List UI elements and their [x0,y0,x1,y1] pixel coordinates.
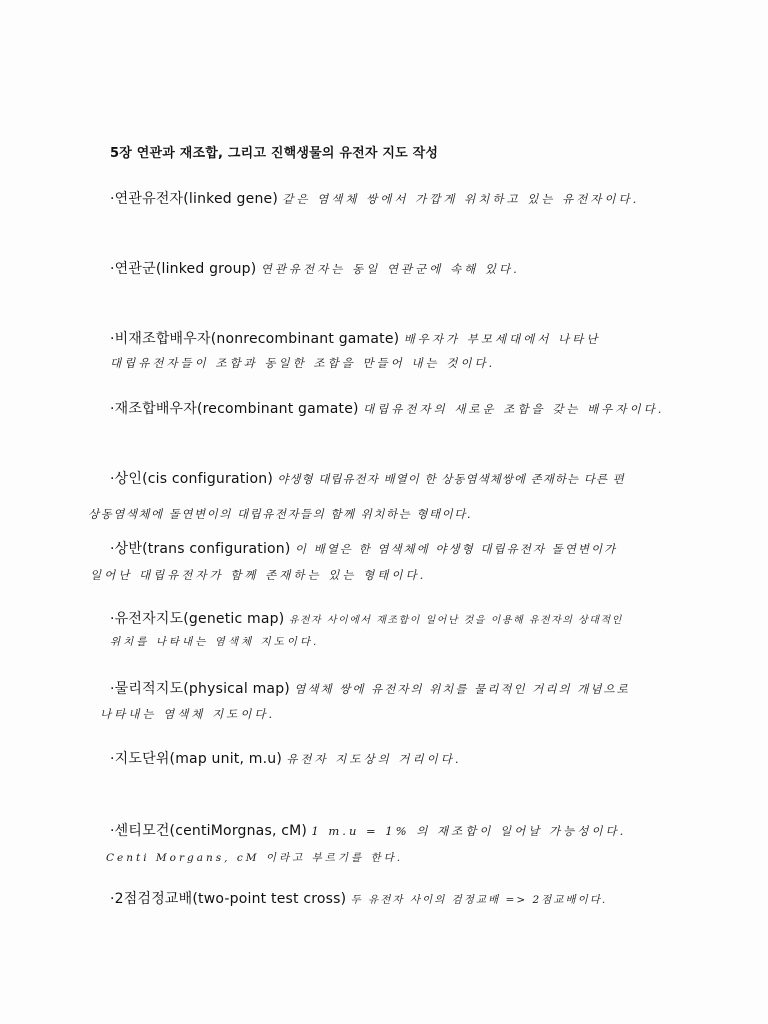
chapter-title: 5장 연관과 재조합, 그리고 진핵생물의 유전자 지도 작성 [110,146,439,161]
term-label: ·2점검정교배(two-point test cross) [110,891,347,907]
handwritten-definition: 야생형 대립유전자 배열이 한 상동염색체쌍에 존재하는 다른 편 [277,472,625,486]
term-label: ·연관군(linked group) [110,261,257,277]
entry-cis-configuration [110,470,625,488]
handwritten-continuation: 대립유전자들이 조합과 동일한 조합을 만들어 내는 것이다. [110,356,496,370]
term-label: ·상반(trans configuration) [110,541,291,557]
handwritten-definition: 대립유전자의 새로운 조합을 갖는 배우자이다. [363,402,665,416]
entry-continuation [90,566,426,584]
handwritten-definition: 두 유전자 사이의 검정교배 => 2점교배이다. [350,894,608,906]
handwritten-continuation: Centi Morgans, cM 이라고 부르기를 한다. [106,852,404,864]
entry-recombinant-gamete [110,400,664,418]
handwritten-definition: 염색체 쌍에 유전자의 위치를 물리적인 거리의 개념으로 [294,682,630,696]
entry-genetic-map [110,610,623,630]
handwritten-definition: 이 배열은 한 염색체에 야생형 대립유전자 돌연변이가 [294,542,618,556]
entry-linked-gene [110,190,639,208]
entry-nonrecombinant-gamete [110,330,600,348]
term-label: ·지도단위(map unit, m.u) [110,751,283,767]
entry-continuation [106,848,403,867]
term-label: ·상인(cis configuration) [110,471,274,487]
entry-trans-configuration [110,540,617,558]
handwritten-definition: 1 m.u = 1% 의 재조합이 일어날 가능성이다. [311,824,627,838]
handwritten-definition: 유전자 사이에서 재조합이 일어난 것을 이용해 유전자의 상대적인 [288,615,623,626]
entry-centimorgan [110,822,626,840]
handwritten-definition: 같은 염색체 쌍에서 가깝게 위치하고 있는 유전자이다. [282,192,640,206]
handwritten-continuation: 일어난 대립유전자가 함께 존재하는 있는 형태이다. [90,568,427,582]
entry-continuation [88,505,472,523]
entry-continuation [110,354,495,372]
term-label: ·연관유전자(linked gene) [110,191,278,207]
entry-physical-map [110,680,630,698]
entry-continuation [100,705,275,723]
entry-map-unit [110,750,461,768]
handwritten-continuation: 위치를 나타내는 염색체 지도이다. [110,636,320,648]
handwritten-definition: 배우자가 부모세대에서 나타난 [403,332,601,346]
term-label: ·센티모건(centiMorgnas, cM) [110,823,308,839]
term-label: ·유전자지도(genetic map) [110,611,285,627]
handwritten-continuation: 상동염색체에 돌연변이의 대립유전자들의 함께 위치하는 형태이다. [88,507,472,521]
term-label: ·재조합배우자(recombinant gamate) [110,401,359,417]
entry-continuation [110,632,319,651]
term-label: ·비재조합배우자(nonrecombinant gamate) [110,331,400,347]
entry-linked-group [110,260,520,278]
entry-two-point-test-cross [110,890,607,909]
term-label: ·물리적지도(physical map) [110,681,290,697]
handwritten-definition: 유전자 지도상의 거리이다. [286,752,462,766]
handwritten-definition: 연관유전자는 동일 연관군에 속해 있다. [260,262,520,276]
handwritten-continuation: 나타내는 염색체 지도이다. [100,707,276,721]
